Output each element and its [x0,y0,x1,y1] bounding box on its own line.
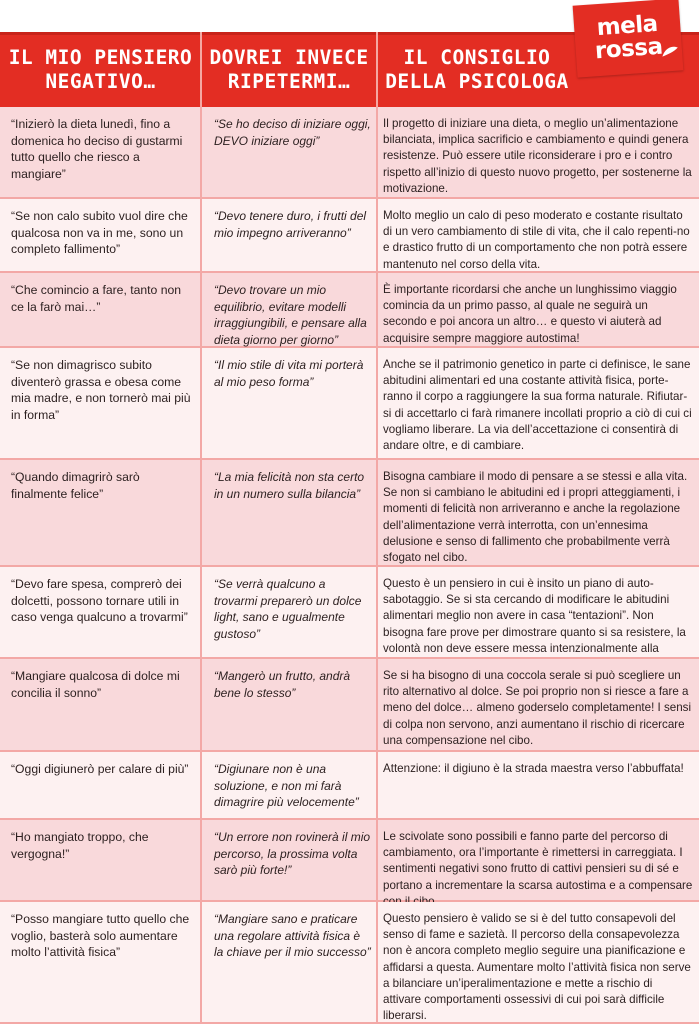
psychologist-advice-cell: Le scivolate sono possibili e fanno parte del percorso di cambiamento, ora l’importante è rimettersi in carreggiata. I sentimenti negativi sono frutto di cattivi pensieri su di sé e portano a incrementare la scarsa autostima e a compensare [383,830,693,892]
negative-thought-cell: “Se non calo subito vuol dire che qualcosa non va in me, sono un completo fallimento” [11,209,188,256]
apple-leaf-icon [660,43,681,58]
column-divider [376,107,378,1024]
negative-thought-cell: “Ho mangiato troppo, che vergogna!” [11,830,149,861]
column-header-repeat: DOVREI INVECE RIPETERMI… [209,45,369,93]
negative-thought-cell: “Quando dimagrirò sarò finalmente felice” [11,470,140,501]
table-row [0,567,699,659]
affirmation-cell: “Mangerò un frutto, andrà bene lo stesso” [214,669,351,700]
table-row [0,348,699,460]
table-row [0,659,699,752]
table-row [0,107,699,199]
negative-thought-cell: “Posso mangiare tutto quello che voglio, basterà solo aumentare molto l’attività fisica” [11,912,190,959]
psychologist-advice-cell: Molto meglio un calo di peso moderato e costante risultato di un vero cambiamento di stile di vita, che il calo repenti-no e drastico frutto di un comportamento che non potrà essere mantenuto nel corso della vita. [383,209,690,271]
table-row [0,902,699,1024]
table-row [0,752,699,820]
negative-thought-cell: “Che comincio a fare, tanto non ce la farò mai…” [11,283,182,314]
affirmation-cell: “Il mio stile di vita mi porterà al mio peso forma” [214,358,364,389]
psychologist-advice-cell: Attenzione: il digiuno è la strada maestra verso l’abbuffata! [383,762,684,775]
affirmation-cell: “Se ho deciso di iniziare oggi, DEVO iniziare oggi” [214,117,371,148]
negative-thought-cell: “Se non dimagrisco subito diventerò grassa e obesa come mia madre, e non tornerò mai più in forma” [11,358,191,422]
table-row [0,820,699,902]
affirmation-cell: “Un errore non rovinerà il mio percorso, la prossima volta sarò più forte!” [214,830,371,877]
column-header-thought: IL MIO PENSIERO NEGATIVO… [8,45,193,93]
table-row [0,460,699,567]
affirmation-cell: “Se verrà qualcuno a trovarmi preparerò un dolce light, sano e ugualmente gustoso” [214,577,362,641]
affirmation-cell: “La mia felicità non sta certo in un numero sulla bilancia” [214,470,365,501]
negative-thought-cell: “Oggi digiunerò per calare di più” [11,762,189,776]
negative-thought-cell: “Devo fare spesa, comprerò dei dolcetti, possono tornare utili in caso venga qualcuno a trovarmi” [11,577,188,624]
table-row [0,273,699,348]
negative-thought-cell: “Mangiare qualcosa di dolce mi concilia il sonno” [11,669,180,700]
column-divider [200,107,202,1024]
psychologist-advice-cell: Questo è un pensiero in cui è insito un piano di auto-sabotaggio. Se si sta cercando di modificare le abitudini alimentari meglio non avere in casa “tentazioni”. Non bisogna fare prove per dimostrare quanto si sa resistere, la volontà non deve essere messa intenzionalmente alla [383,577,686,655]
brand-logo [573,0,684,78]
affirmation-cell: “Devo trovare un mio equilibrio, evitare modelli irraggiungibili, e pensare alla dieta giorno per giorno” [214,283,367,347]
brand-logo-line1: mela [595,10,659,42]
psychologist-advice-cell: Il progetto di iniziare una dieta, o meglio un’alimentazione bilanciata, implica sacrificio e cambiamento e quindi genera resistenze. Può essere utile riconsiderare i pro e i contro rispetto all’inizio di questo nuovo progetto, per sostenerne la motivazione. [383,117,692,195]
psychologist-advice-cell: È importante ricordarsi che anche un lunghissimo viaggio comincia da un primo passo, al quale ne seguirà un secondo e poi ancora un altro… e questo vi aiuterà ad acquisire sempre maggiore autostima! [383,283,677,345]
psychologist-advice-cell: Bisogna cambiare il modo di pensare a se stessi e alla vita. Se non si cambiano le abitudini ed i propri atteggiamenti, i momenti di felicità non arriveranno e anche la regolazione dell’alimentazione verrà interrotta, con un’ennesima delusione e senso di fallimento che probabilmente verrà sfogato nel cibo. [383,470,688,565]
psychologist-advice-cell: Questo pensiero è valido se si è del tutto consapevoli del senso di fame e sazietà. Il percorso della consapevolezza non è ancora completo meglio seguire una pianificazione e affidarsi a questa. Aumentare molto l’attività fisica non serve a bilanciare un’iperalimentazione e mette a rischio di attivare comportamenti ossessivi di cui poi sarà difficile liberarsi. [383,912,691,1023]
brand-logo-line2: rossa [594,33,664,65]
affirmation-cell: “Devo tenere duro, i frutti del mio impegno arriveranno” [214,209,367,240]
psychologist-advice-cell: Anche se il patrimonio genetico in parte ci definisce, le sane abitudini alimentari ed una costante attività fisica, porte-ranno il corpo a raggiungere la sua forma naturale. Rifiutar-si di accettarlo ci farà rimanere incollati proprio a ciò di cui ci vogliamo liberare. La via dell’accettazione ci consentirà di andare oltre, e di cambiare. [383,358,692,453]
negative-thought-cell: “Inizierò la dieta lunedì, fino a domenica ho deciso di gustarmi tutto quello che riesco a mangiare” [11,117,183,181]
affirmation-cell: “Mangiare sano e praticare una regolare attività fisica è la chiave per il mio successo” [214,912,371,959]
psychologist-advice-cell: Se si ha bisogno di una coccola serale si può scegliere un rito alternativo al dolce. Se poi proprio non si riesce a fare a meno del dolce… almeno goderselo completamente! I sensi di colpa non servono, anzi aumentano il rischio di ricercare una compensazione nel cibo. [383,669,692,747]
affirmation-cell: “Digiunare non è una soluzione, e non mi farà dimagrire più velocemente” [214,762,359,809]
column-header-advice: IL CONSIGLIO DELLA PSICOLOGA [385,45,569,93]
table-row [0,199,699,273]
